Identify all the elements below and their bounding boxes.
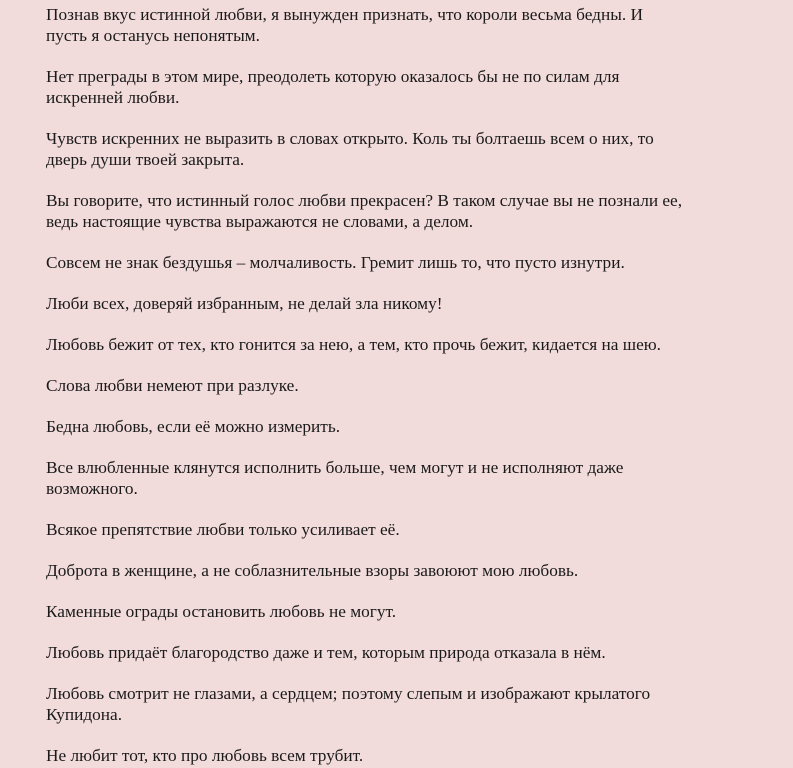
quote-item: Нет преграды в этом мире, преодолеть которую оказалось бы не по силам для искренней любви. [46, 67, 620, 107]
quote-item: Совсем не знак бездушья – молчаливость. Гремит лишь то, что пусто изнутри. [46, 253, 625, 272]
quote-item: Чувств искренних не выразить в словах открыто. Коль ты болтаешь всем о них, то дверь души твоей закрыта. [46, 129, 654, 169]
quote-list [46, 4, 773, 766]
quote-item: Люби всех, доверяй избранным, не делай зла никому! [46, 294, 443, 313]
quote-item: Познав вкус истинной любви, я вынужден признать, что короли весьма бедны. И пусть я останусь непонятым. [46, 5, 643, 45]
quote-item: Доброта в женщине, а не соблазнительные взоры завоюют мою любовь. [46, 561, 579, 580]
quote-item: Любовь смотрит не глазами, а сердцем; поэтому слепым и изображают крылатого Купидона. [46, 684, 651, 724]
quote-item: Слова любви немеют при разлуке. [46, 376, 299, 395]
quote-item: Любовь бежит от тех, кто гонится за нею, а тем, кто прочь бежит, кидается на шею. [46, 335, 661, 354]
quote-item: Любовь придаёт благородство даже и тем, которым природа отказала в нём. [46, 643, 606, 662]
quote-item: Каменные ограды остановить любовь не могут. [46, 602, 397, 621]
quote-item: Вы говорите, что истинный голос любви прекрасен? В таком случае вы не познали ее, ведь настоящие чувства выражаются не словами, а делом. [46, 191, 683, 231]
quote-item: Бедна любовь, если её можно измерить. [46, 417, 341, 436]
quote-item: Всякое препятствие любви только усиливает её. [46, 520, 400, 539]
quote-item: Все влюбленные клянутся исполнить больше, чем могут и не исполняют даже возможного. [46, 458, 624, 498]
quote-item: Не любит тот, кто про любовь всем трубит. [46, 746, 364, 765]
